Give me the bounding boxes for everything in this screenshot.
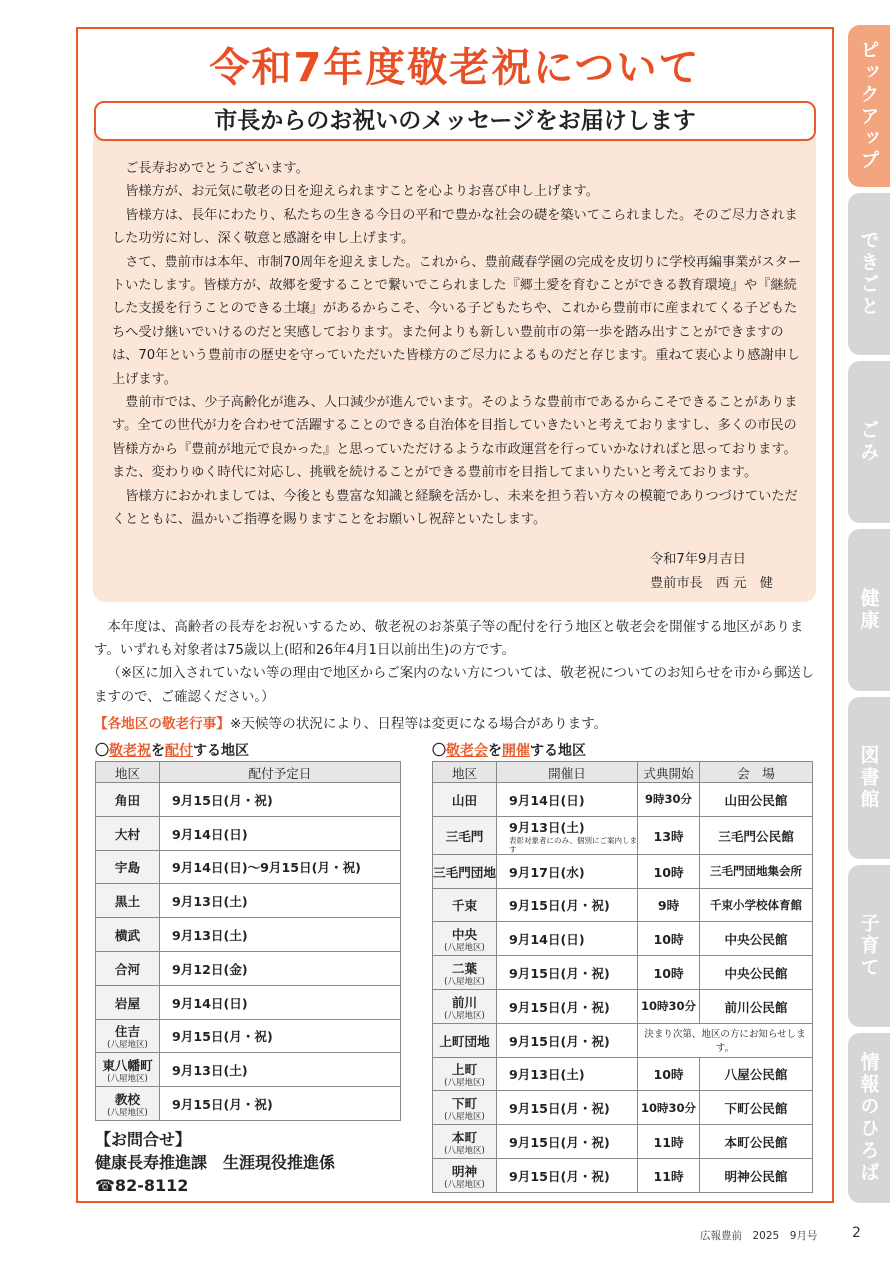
venue-cell: 八屋公民館 (700, 1057, 813, 1091)
area-name: 上町 (451, 1062, 478, 1078)
table-row (433, 989, 813, 1023)
heading-part: を (488, 743, 502, 759)
col-header: 式典開始 (638, 762, 700, 783)
tab-library[interactable]: 図書館 (848, 697, 890, 859)
area-name: 二葉 (451, 961, 478, 977)
area-cell (433, 1125, 497, 1159)
table-row (96, 850, 401, 884)
area-cell (96, 1053, 160, 1087)
event-date: 9月15日(月・祝) (509, 898, 610, 914)
date-cell: 9月15日(月・祝) (160, 1087, 401, 1121)
area-cell (96, 918, 160, 952)
time-cell: 9時30分 (638, 783, 700, 817)
date-cell (497, 989, 638, 1023)
time-cell: 9時 (638, 888, 700, 922)
table-row (433, 854, 813, 888)
date-cell (497, 1158, 638, 1192)
area-name: 大村 (114, 826, 141, 842)
area-name: 合河 (114, 961, 141, 977)
date-cell (497, 1091, 638, 1125)
area-cell (96, 850, 160, 884)
intro-paragraph: （※区に加入されていない等の理由で地区からご案内のない方については、敬老祝についてのお知らせを市から郵送しますので、ご確認ください。） (94, 666, 814, 705)
date-cell (497, 922, 638, 956)
sign-date: 令和7年9月吉日 (650, 552, 746, 567)
area-subname: (八屋地区) (107, 1074, 148, 1085)
area-name: 下町 (451, 1096, 478, 1112)
table-row (96, 1053, 401, 1087)
date-cell (497, 783, 638, 817)
message-paragraph: さて、豊前市は本年、市制70周年を迎えました。これから、豊前蔵春学園の完成を皮切りに学校再編事業がスタートいたします。皆様方が、故郷を愛することで繋いでこられました『郷土愛を育むことができる教育環境』や『継続した支援を行うことのできる土壌』があるからこそ、今いる子どもたちや、これから豊前市に産まれてくる子どもたちへ受け継いでいけるのだと実感しております。また何よりも新しい豊前市の第一歩を踏み出すことができますのは、70年という豊前市の歴史を守っていただいた皆様方のご尽力によるものだと存じます。重ねて衷心より感謝申し上げます。 (112, 254, 802, 387)
venue-cell: 前川公民館 (700, 989, 813, 1023)
area-cell (433, 1091, 497, 1125)
table-row (96, 918, 401, 952)
venue-cell: 中央公民館 (700, 922, 813, 956)
distribution-heading (95, 740, 249, 760)
col-header: 地区 (433, 762, 497, 783)
col-header: 配付予定日 (160, 762, 401, 783)
area-name: 教校 (114, 1092, 141, 1108)
heading-part: する地区 (193, 743, 249, 759)
area-cell (433, 854, 497, 888)
time-cell: 10時 (638, 1057, 700, 1091)
date-cell: 9月13日(土) (160, 1053, 401, 1087)
message-paragraph: 皆様方は、長年にわたり、私たちの生きる今日の平和で豊かな社会の礎を築いてこられました。そのご尽力されました功労に対し、深く敬意と感謝を申し上げます。 (112, 207, 798, 247)
area-cell (96, 1087, 160, 1121)
area-cell (433, 783, 497, 817)
date-cell (497, 1023, 638, 1057)
message-paragraph: 皆様方が、お元気に敬老の日を迎えられますことを心よりお喜び申し上げます。 (125, 184, 599, 200)
events-note (94, 712, 607, 732)
time-cell: 10時 (638, 922, 700, 956)
table-row (96, 1019, 401, 1053)
heading-part: 配付 (165, 743, 193, 759)
event-date: 9月14日(日) (509, 932, 585, 948)
event-date: 9月15日(月・祝) (509, 1168, 610, 1184)
area-subname: (八屋地区) (444, 1146, 485, 1157)
time-cell: 11時 (638, 1158, 700, 1192)
area-name: 山田 (451, 792, 478, 808)
heading-part: する地区 (530, 743, 586, 759)
area-name: 東八幡町 (102, 1058, 153, 1074)
page-number: 2 (852, 1225, 861, 1241)
col-header: 地区 (96, 762, 160, 783)
table-row (433, 1091, 813, 1125)
area-cell (433, 989, 497, 1023)
area-name: 明神 (451, 1163, 478, 1179)
time-cell: 10時 (638, 854, 700, 888)
event-date: 9月15日(月・祝) (509, 1101, 610, 1117)
area-name: 黒土 (114, 894, 141, 910)
table-row (433, 1023, 813, 1057)
signature (650, 548, 773, 596)
event-date: 9月15日(月・祝) (509, 966, 610, 982)
date-cell (497, 1057, 638, 1091)
event-date: 9月15日(月・祝) (509, 999, 610, 1015)
date-cell: 9月14日(日) (160, 985, 401, 1019)
table-row (433, 1158, 813, 1192)
area-name: 住吉 (114, 1024, 141, 1040)
tab-garbage[interactable]: ごみ (848, 361, 890, 523)
contact-tel: ☎82-8112 (95, 1176, 189, 1195)
note-heading: 【各地区の敬老行事】 (94, 716, 230, 732)
date-cell: 9月13日(土) (160, 884, 401, 918)
page-title: 令和7年度敬老祝について (209, 45, 701, 91)
area-name: 岩屋 (114, 995, 141, 1011)
area-cell (96, 816, 160, 850)
message-paragraph: ご長寿おめでとうございます。 (125, 161, 309, 176)
intro-paragraph: 本年度は、高齢者の長寿をお祝いするため、敬老祝のお茶菓子等の配付を行う地区と敬老会を開催する地区があります。いずれも対象者は75歳以上(昭和26年4月1日以前出生)の方です。 (94, 620, 804, 659)
area-cell (433, 922, 497, 956)
date-cell: 9月14日(日) (160, 816, 401, 850)
col-header: 会 場 (700, 762, 813, 783)
venue-cell: 本町公民館 (700, 1125, 813, 1159)
venue-cell: 千束小学校体育館 (700, 888, 813, 922)
event-date: 9月13日(土) (509, 819, 585, 835)
area-name: 三毛門団地 (433, 864, 496, 880)
heading-part: 敬老祝 (109, 743, 151, 759)
event-heading (432, 740, 586, 760)
area-cell (96, 951, 160, 985)
area-cell (433, 816, 497, 854)
date-cell: 9月15日(月・祝) (160, 1019, 401, 1053)
area-cell (433, 1057, 497, 1091)
date-cell: 9月14日(日)～9月15日(月・祝) (160, 850, 401, 884)
date-cell (497, 854, 638, 888)
area-name: 宇島 (114, 860, 141, 876)
tab-info-plaza[interactable]: 情報のひろば (848, 1033, 890, 1203)
table-row (96, 783, 401, 817)
venue-cell: 三毛門団地集会所 (700, 854, 813, 888)
area-subname: (八屋地区) (107, 1040, 148, 1051)
area-cell (433, 956, 497, 990)
time-note-cell: 決まり次第、地区の方にお知らせします。 (638, 1023, 813, 1057)
date-cell: 9月13日(土) (160, 918, 401, 952)
distribution-table (95, 761, 401, 1121)
venue-cell: 三毛門公民館 (700, 816, 813, 854)
area-name: 中央 (451, 927, 478, 943)
heading-part: 開催 (502, 743, 530, 759)
message-paragraph: 豊前市では、少子高齢化が進み、人口減少が進んでいます。そのような豊前市であるからこそできることがあります。全ての世代が力を合わせて活躍することのできる自治体を目指していきたいと考えておりますし、多くの市民の皆様方から『豊前が地元で良かった』と思っていただけるような市政運営を行っていかなければと思っております。また、変わりゆく時代に対応し、挑戦を続けることができる豊前市を目指してまいりたいと考えております。 (112, 395, 798, 481)
area-subname: (八屋地区) (444, 943, 485, 954)
time-cell: 10時30分 (638, 1091, 700, 1125)
venue-cell: 下町公民館 (700, 1091, 813, 1125)
tab-childcare[interactable]: 子育て (848, 865, 890, 1027)
area-cell (96, 1019, 160, 1053)
date-cell (497, 956, 638, 990)
circle-mark: 〇 (432, 743, 446, 759)
area-cell (433, 888, 497, 922)
area-name: 千束 (451, 898, 478, 914)
area-cell (96, 884, 160, 918)
tab-health[interactable]: 健康 (848, 529, 890, 691)
event-table (432, 761, 813, 1193)
area-name: 横武 (114, 928, 141, 944)
table-row (433, 816, 813, 854)
table-row (433, 1057, 813, 1091)
area-subname: (八屋地区) (444, 1112, 485, 1123)
intro-text (94, 616, 822, 709)
event-date: 9月15日(月・祝) (509, 1135, 610, 1151)
area-name: 前川 (451, 994, 478, 1010)
area-cell (96, 985, 160, 1019)
table-row (96, 1087, 401, 1121)
date-cell (497, 888, 638, 922)
area-subname: (八屋地区) (444, 1179, 485, 1190)
area-cell (433, 1023, 497, 1057)
table-row (96, 816, 401, 850)
venue-cell: 山田公民館 (700, 783, 813, 817)
note-text: ※天候等の状況により、日程等は変更になる場合があります。 (229, 716, 608, 732)
table-row (96, 985, 401, 1019)
circle-mark: 〇 (95, 743, 109, 759)
area-subname: (八屋地区) (444, 977, 485, 988)
message-paragraph: 皆様方におかれましては、今後とも豊富な知識と経験を活かし、未来を担う若い方々の模範でありつづけていただくとともに、温かいご指導を賜りますことをお願いし祝辞といたします。 (112, 488, 798, 528)
footer-publication: 広報豊前 2025 9月号 (700, 1230, 818, 1242)
table-row (433, 922, 813, 956)
col-header: 開催日 (497, 762, 638, 783)
area-cell (433, 1158, 497, 1192)
area-name: 上町団地 (439, 1033, 490, 1049)
tab-pickup[interactable]: ピックアップ (848, 25, 890, 187)
table-row (433, 888, 813, 922)
area-name: 三毛門 (445, 828, 484, 844)
event-date: 9月14日(日) (509, 792, 585, 808)
area-cell (96, 783, 160, 817)
date-cell: 9月12日(金) (160, 951, 401, 985)
table-row (433, 783, 813, 817)
time-cell: 10時 (638, 956, 700, 990)
time-cell: 11時 (638, 1125, 700, 1159)
time-cell: 13時 (638, 816, 700, 854)
table-row (433, 1125, 813, 1159)
sign-name: 豊前市長 西 元 健 (650, 576, 773, 591)
event-date: 9月17日(水) (509, 864, 585, 880)
subtitle: 市長からのお祝いのメッセージをお届けします (94, 101, 816, 141)
event-date: 9月13日(土) (509, 1067, 585, 1083)
tab-events[interactable]: できごと (848, 193, 890, 355)
area-subname: (八屋地区) (444, 1078, 485, 1089)
venue-cell: 明神公民館 (700, 1158, 813, 1192)
contact-dept: 健康長寿推進課 生涯現役推進係 (95, 1153, 336, 1172)
contact-heading: 【お問合せ】 (95, 1130, 192, 1149)
area-subname: (八屋地区) (444, 1010, 485, 1021)
time-cell: 10時30分 (638, 989, 700, 1023)
venue-cell: 中央公民館 (700, 956, 813, 990)
date-cell: 9月15日(月・祝) (160, 783, 401, 817)
table-row (96, 951, 401, 985)
area-name: 本町 (451, 1130, 478, 1146)
heading-part: 敬老会 (446, 743, 488, 759)
area-subname: (八屋地区) (107, 1108, 148, 1119)
area-name: 角田 (114, 792, 141, 808)
contact-info (95, 1128, 335, 1197)
date-cell (497, 1125, 638, 1159)
heading-part: を (151, 743, 165, 759)
event-date: 9月15日(月・祝) (509, 1033, 610, 1049)
table-row (433, 956, 813, 990)
date-cell (497, 816, 638, 854)
mayor-message (112, 157, 802, 532)
table-row (96, 884, 401, 918)
date-note: 表彰対象者にのみ、個別にご案内します (509, 835, 637, 854)
